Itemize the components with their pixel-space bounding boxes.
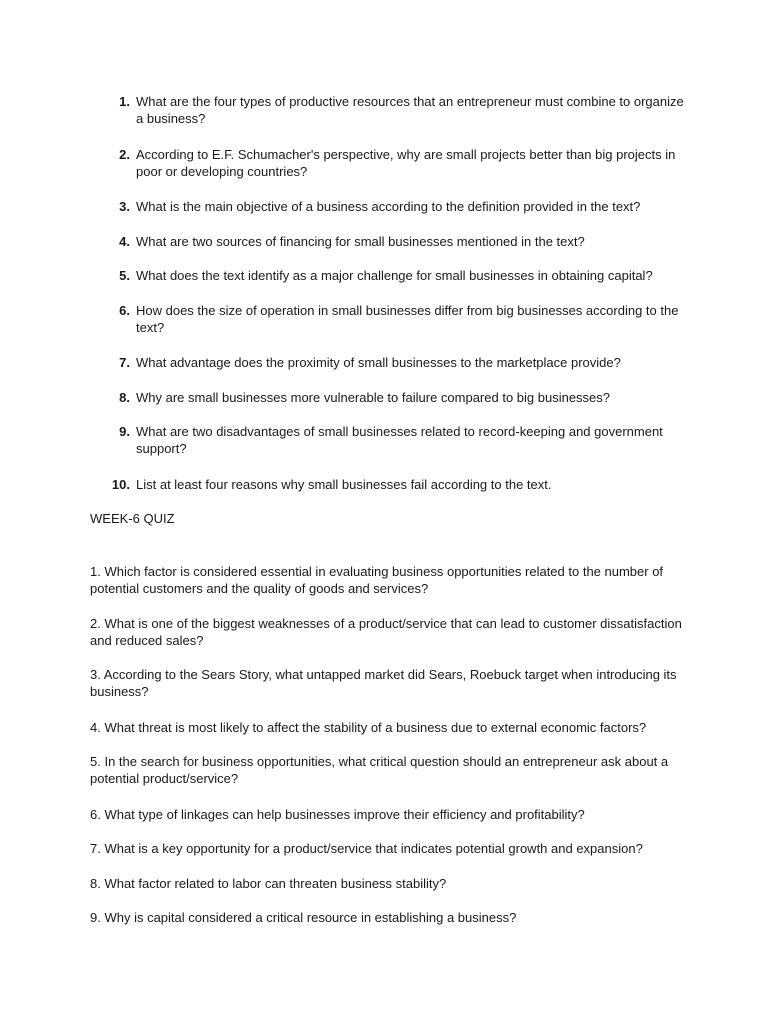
question-number: 5. bbox=[119, 268, 130, 283]
list-item bbox=[106, 146, 686, 180]
list-item bbox=[106, 389, 686, 406]
question-number: 3. bbox=[119, 199, 130, 214]
question-text: How does the size of operation in small businesses differ from big businesses according to the text? bbox=[136, 303, 679, 335]
list-item bbox=[106, 476, 686, 493]
question-number: 2. bbox=[119, 147, 130, 162]
quiz-question: 4. What threat is most likely to affect the stability of a business due to external economic factors? bbox=[90, 720, 647, 735]
list-item bbox=[106, 354, 686, 371]
quiz-question: 3. According to the Sears Story, what untapped market did Sears, Roebuck target when introducing its business? bbox=[90, 667, 677, 699]
quiz-question: 1. Which factor is considered essential in evaluating business opportunities related to the number of potential customers and the quality of goods and services? bbox=[90, 564, 664, 596]
quiz-question: 8. What factor related to labor can threaten business stability? bbox=[90, 876, 447, 891]
list-item bbox=[106, 93, 686, 127]
question-text: What are two disadvantages of small businesses related to record-keeping and government support? bbox=[136, 424, 663, 456]
question-number: 4. bbox=[119, 234, 130, 249]
question-number: 9. bbox=[119, 424, 130, 439]
question-text: According to E.F. Schumacher's perspective, why are small projects better than big projects in poor or developing countries? bbox=[136, 147, 676, 179]
question-number: 8. bbox=[119, 390, 130, 405]
quiz-heading: WEEK-6 QUIZ bbox=[90, 511, 175, 526]
question-number: 10. bbox=[111, 477, 130, 492]
question-text: List at least four reasons why small businesses fail according to the text. bbox=[136, 477, 552, 492]
list-item bbox=[106, 233, 686, 250]
question-text: What are the four types of productive resources that an entrepreneur must combine to organize a business? bbox=[136, 94, 684, 126]
quiz-question: 9. Why is capital considered a critical resource in establishing a business? bbox=[90, 910, 517, 925]
question-text: What is the main objective of a business according to the definition provided in the text? bbox=[136, 199, 641, 214]
question-number: 1. bbox=[119, 94, 130, 109]
list-item bbox=[106, 302, 686, 336]
list-item bbox=[106, 267, 686, 284]
question-number: 7. bbox=[119, 355, 130, 370]
question-number: 6. bbox=[119, 303, 130, 318]
quiz-question: 7. What is a key opportunity for a product/service that indicates potential growth and expansion? bbox=[90, 841, 643, 856]
list-item bbox=[106, 198, 686, 215]
question-text: What advantage does the proximity of small businesses to the marketplace provide? bbox=[136, 355, 621, 370]
question-text: What are two sources of financing for small businesses mentioned in the text? bbox=[136, 234, 585, 249]
quiz-question: 6. What type of linkages can help businesses improve their efficiency and profitability? bbox=[90, 807, 585, 822]
quiz-question: 5. In the search for business opportunities, what critical question should an entrepreneur ask about a potential product/service? bbox=[90, 754, 669, 786]
quiz-question: 2. What is one of the biggest weaknesses of a product/service that can lead to customer dissatisfaction and reduced sales? bbox=[90, 616, 682, 648]
question-text: Why are small businesses more vulnerable to failure compared to big businesses? bbox=[136, 390, 611, 405]
question-text: What does the text identify as a major challenge for small businesses in obtaining capital? bbox=[136, 268, 653, 283]
list-item bbox=[106, 423, 686, 457]
